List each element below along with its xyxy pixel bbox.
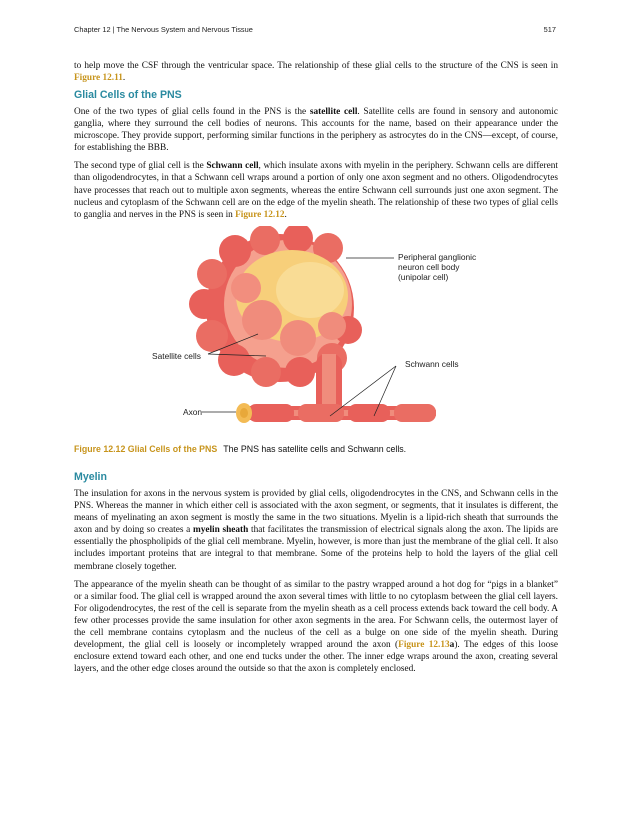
figure-12-11-link[interactable]: Figure 12.11 (74, 73, 123, 84)
label-neuron-line1: Peripheral ganglionic (398, 252, 477, 262)
figure-12-12-link[interactable]: Figure 12.12 (235, 209, 285, 220)
label-neuron-line3: (unipolar cell) (398, 272, 449, 282)
satellite-paragraph (74, 106, 558, 154)
heading-myelin: Myelin (74, 471, 107, 483)
m2-text: The appearance of the myelin sheath can be thought of as similar to the pastry wrapped around a hot dog for “pigs in a blanket” or a similar food. The glial cell is wrapped around the axon several times with little to no cytoplasm between the glial cell layers. For oligodendrocytes, the rest of the cell is separate from the myelin sheath as a cell process extends back toward the cell body. A few other processes provide the same insulation for other axon segments in the area. For Schwann cells, the outermost layer of the cell membrane contains cytoplasm and the nucleus of the cell as a bulge on one side of the myelin sheath. During development, the glial cell is loosely or incompletely wrapped around the axon ( (74, 579, 558, 651)
m1-text-2: that facilitates the transmission of electrical signals along the axon. The lipids are essentially the phospholipids of the glial cell membrane. Myelin, however, is more than just the membrane of the glial cell. It also includes important proteins that are integral to that membrane. Some of the proteins help to hold the layers of the glial cell membrane closely together. (74, 525, 558, 572)
page-number: 517 (543, 25, 556, 34)
schwann-paragraph (74, 160, 558, 220)
figure-caption (74, 444, 406, 454)
figure-12-12-illustration (140, 226, 500, 438)
term-satellite-cell: satellite cell (309, 107, 358, 117)
term-myelin-sheath: myelin sheath (192, 525, 249, 536)
figure-12-13-suffix: a (449, 640, 455, 651)
p1-text: One of the two types of glial cells found in the PNS is the (74, 107, 310, 117)
myelin-paragraph-1 (74, 488, 558, 573)
m2-text-2: ). The edges of this loose enclosure extend toward each other, and one end tucks under the other. The inner edge wraps around the axon, creating several layers, and the other edge closes around the outside so that the axon is completely enclosed. (74, 640, 558, 675)
p2-text-end: . (284, 209, 287, 220)
caption-label: Figure 12.12 Glial Cells of the PNS (74, 444, 218, 454)
myelin-section-body (74, 488, 558, 681)
running-header (74, 25, 556, 37)
intro-paragraph (74, 60, 558, 90)
heading-glial-cells: Glial Cells of the PNS (74, 89, 182, 101)
label-neuron-line2: neuron cell body (398, 262, 460, 272)
caption-text: The PNS has satellite cells and Schwann cells. (223, 444, 407, 454)
p2-text: The second type of glial cell is the (74, 161, 207, 172)
label-satellite-cells: Satellite cells (152, 351, 201, 361)
intro-text-end: . (122, 73, 126, 84)
term-schwann-cell: Schwann cell (206, 161, 259, 172)
intro-text: to help move the CSF through the ventricular space. The relationship of these glial cells to the structure of the CNS is seen in (74, 61, 558, 71)
p2-text-2: , which insulate axons with myelin in the periphery. Schwann cells are different than oligodendrocytes, in that a Schwann cell wraps around a portion of only one axon segment and no others. Oligodendrocytes have processes that reach out to multiple axon segments, whereas the entire Schwann cell surrounds just one axon segment. The nucleus and cytoplasm of the Schwann cell are on the edge of the myelin sheath. The relationship of these two types of glial cells to ganglia and nerves in the PNS is seen in (74, 161, 559, 220)
label-schwann-cells: Schwann cells (405, 359, 459, 369)
label-axon: Axon (183, 407, 203, 417)
m1-text: The insulation for axons in the nervous system is provided by glial cells, oligodendrocytes in the CNS, and Schwann cells in the PNS. Whereas the manner in which either cell is associated with the axon segment, or segments, that it insulates is different, the means of myelinating an axon segment is mostly the same in the two situations. Myelin is a lipid-rich sheath that surrounds the axon and by doing so creates a (74, 489, 558, 536)
myelin-paragraph-2 (74, 579, 558, 676)
figure-12-13-link[interactable]: Figure 12.13 (398, 640, 450, 651)
axon-cut-end (236, 403, 252, 423)
chapter-title: Chapter 12 | The Nervous System and Nervous Tissue (74, 25, 253, 34)
glial-section-body (74, 106, 558, 227)
glial-cells-diagram (140, 226, 500, 438)
p1-text-2: . Satellite cells are found in sensory and autonomic ganglia, where they surround the cell bodies of neurons. This accounts for the name, based on their appearance under the microscope. They provide support, performing similar functions in the periphery as astrocytes do in the CNS—except, of course, for establishing the BBB. (74, 107, 558, 154)
